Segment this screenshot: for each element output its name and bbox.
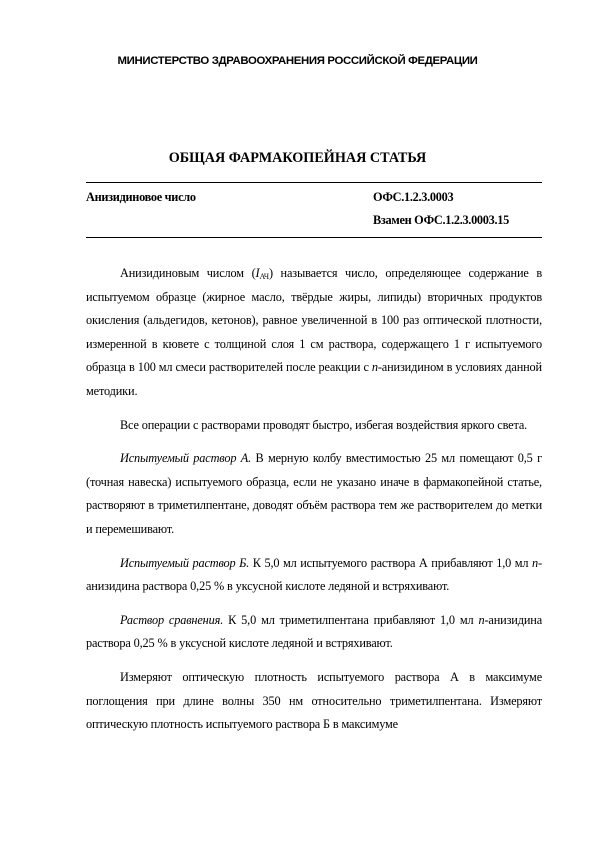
header-divider-bottom xyxy=(86,237,542,238)
text-run: -анизидина раствора 0,25 % в уксусной кислоте ледяной и встряхивают. xyxy=(86,612,543,651)
paragraph-test-solution-a xyxy=(86,447,542,541)
paragraph-light-warning: Все операции с растворами проводят быстро, избегая воздействия яркого света. xyxy=(120,417,528,432)
symbol-subscript: АЧ xyxy=(259,272,269,281)
test-solution-b-label: Испытуемый раствор Б. xyxy=(120,555,250,570)
text-run: К 5,0 мл испытуемого раствора А прибавляют 1,0 мл xyxy=(249,555,533,570)
para-prefix: п xyxy=(532,555,539,570)
para-prefix: п xyxy=(371,360,378,375)
paragraph-definition xyxy=(86,262,542,404)
text-run: В мерную колбу вместимостью 25 мл помещают 0,5 г (точная навеска) испытуемого образца, если не указано иначе в фармакопейной статье, растворяют в триметилпентане, доводят объём раствора тем же растворителем до метки и перемешивают. xyxy=(86,451,543,536)
text-run: ) называется число, определяющее содержание в испытуемом образце (жирное масло, твёрдые жиры, липиды) вторичных продуктов окисления (альдегидов, кетонов), равное увеличенной в 100 раз оптической плотности, измеренной в кювете с толщиной слоя 1 см раствора, содержащего 1 г испытуемого образца в 100 мл смеси растворителей после реакции с xyxy=(86,266,542,375)
article-name: Анизидиновое число xyxy=(86,190,196,204)
anisidine-value-symbol: I xyxy=(255,266,260,280)
article-replaces: Взамен ОФС.1.2.3.0003.15 xyxy=(373,213,509,227)
text-run: К 5,0 мл триметилпентана прибавляют 1,0 мл xyxy=(223,612,479,627)
paragraph-test-solution-b xyxy=(86,552,542,599)
text-run: Анизидиновым числом ( xyxy=(120,266,256,280)
reference-solution-label: Раствор сравнения. xyxy=(120,612,224,627)
paragraph-reference-solution xyxy=(86,609,542,656)
ministry-heading: МИНИСТЕРСТВО ЗДРАВООХРАНЕНИЯ РОССИЙСКОЙ ФЕДЕРАЦИИ xyxy=(117,55,478,67)
article-type-heading: ОБЩАЯ ФАРМАКОПЕЙНАЯ СТАТЬЯ xyxy=(168,150,427,166)
header-divider-top xyxy=(86,182,542,183)
article-code: ОФС.1.2.3.0003 xyxy=(373,190,454,204)
text-run: -анизидина раствора 0,25 % в уксусной кислоте ледяной и встряхивают. xyxy=(86,555,542,594)
paragraph-measurement: Измеряют оптическую плотность испытуемого раствора А в максимуме поглощения при длине волны 350 нм относительно триметилпентана. Измеряют оптическую плотность испытуемого раствора Б в максимуме xyxy=(86,669,542,732)
test-solution-a-label: Испытуемый раствор А. xyxy=(120,451,252,466)
article-body xyxy=(86,260,542,747)
text-run: -анизидином в условиях данной методики. xyxy=(86,360,542,398)
para-prefix: п xyxy=(478,612,485,627)
